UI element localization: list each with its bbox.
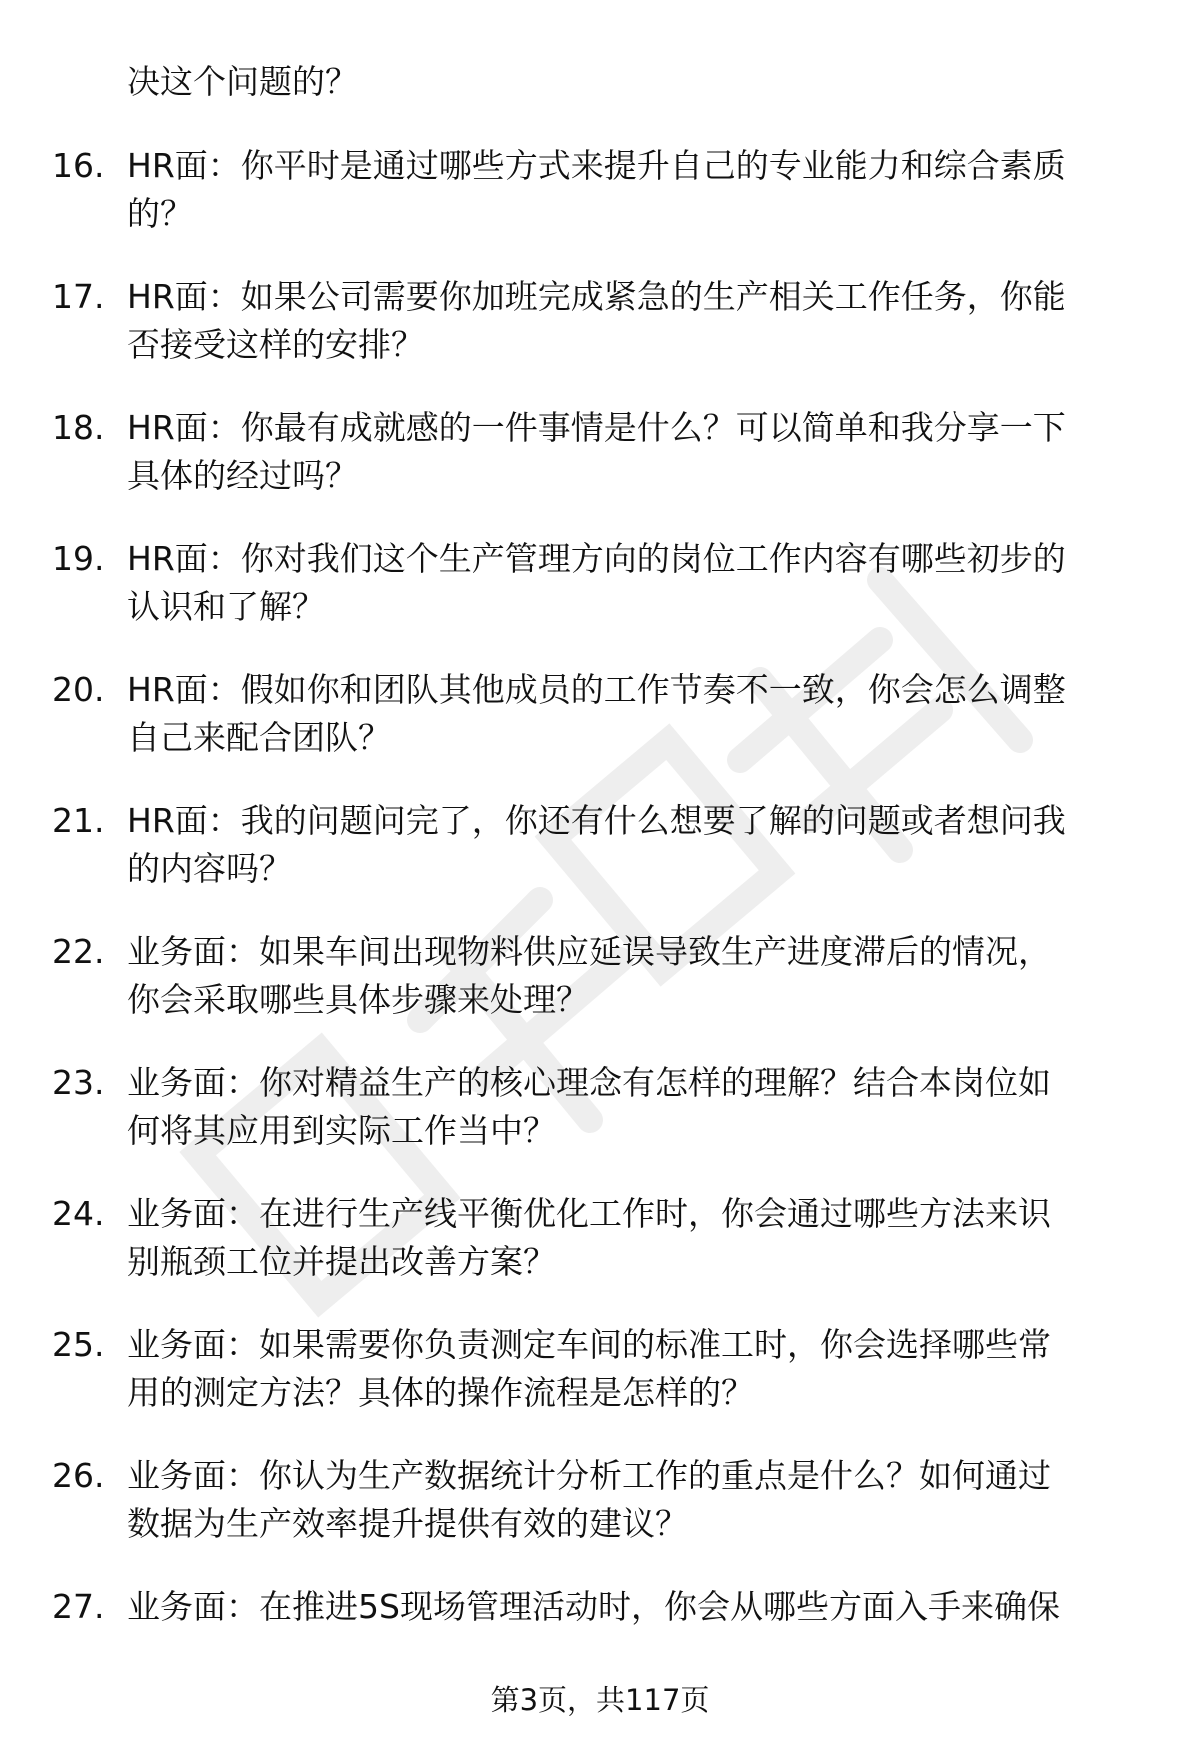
question-line: 否接受这样的安排？ <box>127 325 424 364</box>
question-line: 业务面：你认为生产数据统计分析工作的重点是什么？如何通过 <box>127 1456 1051 1495</box>
question-text <box>127 404 1200 500</box>
question-text <box>127 797 1200 893</box>
question-item <box>52 142 1162 273</box>
question-line: 何将其应用到实际工作当中？ <box>127 1111 556 1150</box>
question-line: 你会采取哪些具体步骤来处理？ <box>127 980 589 1019</box>
question-item <box>52 666 1162 797</box>
question-line: 用的测定方法？具体的操作流程是怎样的？ <box>127 1373 754 1412</box>
question-line: 具体的经过吗？ <box>127 456 358 495</box>
question-text <box>127 1452 1200 1548</box>
question-item <box>52 928 1162 1059</box>
question-line: HR面：假如你和团队其他成员的工作节奏不一致，你会怎么调整 <box>127 670 1066 709</box>
page-footer: 第3页，共117页 <box>490 1683 710 1717</box>
question-line: HR面：我的问题问完了，你还有什么想要了解的问题或者想问我 <box>127 801 1066 840</box>
question-number: 26. <box>52 1456 105 1495</box>
question-number: 20. <box>52 670 105 709</box>
question-text <box>127 1059 1200 1155</box>
question-line: 业务面：你对精益生产的核心理念有怎样的理解？结合本岗位如 <box>127 1063 1051 1102</box>
question-item <box>52 535 1162 666</box>
question-text <box>127 928 1200 1024</box>
question-number: 22. <box>52 932 105 971</box>
question-item <box>52 797 1162 928</box>
question-number: 27. <box>52 1587 105 1626</box>
question-item <box>52 1452 1162 1583</box>
question-number: 19. <box>52 539 105 578</box>
question-number: 25. <box>52 1325 105 1364</box>
question-text <box>127 1583 1200 1631</box>
question-text <box>127 142 1200 238</box>
question-line: 业务面：在推进5S现场管理活动时，你会从哪些方面入手来确保 <box>127 1587 1060 1626</box>
question-line: HR面：你平时是通过哪些方式来提升自己的专业能力和综合素质 <box>127 146 1066 185</box>
question-line: 业务面：如果需要你负责测定车间的标准工时，你会选择哪些常 <box>127 1325 1051 1364</box>
question-line: 业务面：如果车间出现物料供应延误导致生产进度滞后的情况， <box>127 932 1051 971</box>
question-number: 17. <box>52 277 105 316</box>
question-text <box>127 1321 1200 1417</box>
question-line: HR面：你最有成就感的一件事情是什么？可以简单和我分享一下 <box>127 408 1066 447</box>
question-text <box>127 666 1200 762</box>
question-item <box>52 273 1162 404</box>
question-line: HR面：你对我们这个生产管理方向的岗位工作内容有哪些初步的 <box>127 539 1066 578</box>
question-number: 24. <box>52 1194 105 1233</box>
question-text <box>127 535 1200 631</box>
question-number: 21. <box>52 801 105 840</box>
continuation-text: 决这个问题的？ <box>127 62 358 101</box>
question-line: 自己来配合团队？ <box>127 718 391 757</box>
question-text <box>127 1190 1200 1286</box>
question-number: 18. <box>52 408 105 447</box>
question-list <box>52 142 1162 1714</box>
question-line: 认识和了解？ <box>127 587 325 626</box>
question-number: 23. <box>52 1063 105 1102</box>
question-item <box>52 1190 1162 1321</box>
question-item <box>52 404 1162 535</box>
question-text <box>127 273 1200 369</box>
question-line: 数据为生产效率提升提供有效的建议？ <box>127 1504 688 1543</box>
question-item <box>52 1059 1162 1190</box>
question-line: HR面：如果公司需要你加班完成紧急的生产相关工作任务，你能 <box>127 277 1066 316</box>
question-number: 16. <box>52 146 105 185</box>
question-line: 的内容吗？ <box>127 849 292 888</box>
question-line: 业务面：在进行生产线平衡优化工作时，你会通过哪些方法来识 <box>127 1194 1051 1233</box>
question-line: 别瓶颈工位并提出改善方案？ <box>127 1242 556 1281</box>
question-item <box>52 1321 1162 1452</box>
question-line: 的？ <box>127 194 193 233</box>
